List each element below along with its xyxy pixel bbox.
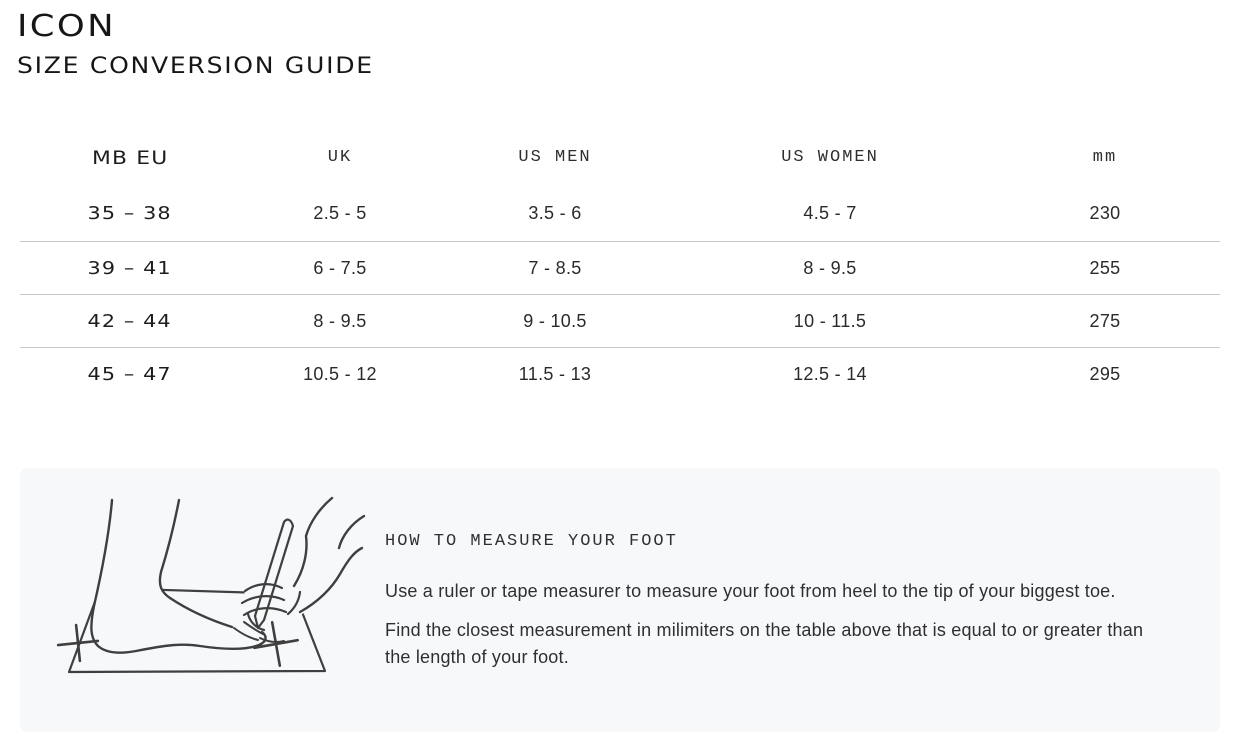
mm-size-cell: 230 [1089,202,1121,223]
foot-tracing-illustration [48,496,368,708]
eu-size-cell: 39 – 41 [87,257,173,279]
brand-header [17,8,374,82]
table-header-row [20,130,1220,185]
table-row [20,185,1220,242]
column-header-mm: mm [1092,148,1118,167]
us-men-size-cell: 3.5 - 6 [528,202,582,223]
uk-size-cell: 8 - 9.5 [313,310,367,331]
us-women-size-cell: 8 - 9.5 [803,257,857,278]
uk-size-cell: 6 - 7.5 [313,257,367,278]
column-header-uk: UK [327,148,353,167]
table-row [20,295,1220,348]
how-to-measure-panel [20,468,1220,732]
uk-size-cell: 2.5 - 5 [313,202,367,223]
us-men-size-cell: 9 - 10.5 [523,310,587,331]
mm-size-cell: 295 [1089,364,1121,384]
us-women-size-cell: 12.5 - 14 [793,364,867,384]
measure-instruction-1: Use a ruler or tape measurer to measure your foot from heel to the tip of your biggest toe. [385,581,1116,601]
table-row [20,348,1220,401]
us-women-size-cell: 4.5 - 7 [803,202,857,223]
brand-title: ICON [17,9,116,44]
us-men-size-cell: 11.5 - 13 [518,364,592,384]
mm-size-cell: 255 [1089,257,1121,278]
us-men-size-cell: 7 - 8.5 [528,257,582,278]
eu-size-cell: 42 – 44 [87,310,173,332]
us-women-size-cell: 10 - 11.5 [793,310,867,331]
column-header-us-men: US MEN [518,148,592,167]
how-to-measure-text [385,532,1160,683]
uk-size-cell: 10.5 - 12 [303,364,377,384]
eu-size-cell: 35 – 38 [87,202,173,224]
size-conversion-table [20,130,1220,401]
how-to-measure-heading: HOW TO MEASURE YOUR FOOT [385,532,678,551]
column-header-mb-eu: MB EU [91,146,169,169]
mm-size-cell: 275 [1089,310,1121,331]
column-header-us-women: US WOMEN [781,148,879,167]
page-title: SIZE CONVERSION GUIDE [17,54,374,79]
table-row [20,242,1220,295]
measure-instruction-2: Find the closest measurement in milimiters on the table above that is equal to or greater than the length of your foot. [385,620,1144,667]
eu-size-cell: 45 – 47 [87,364,173,385]
